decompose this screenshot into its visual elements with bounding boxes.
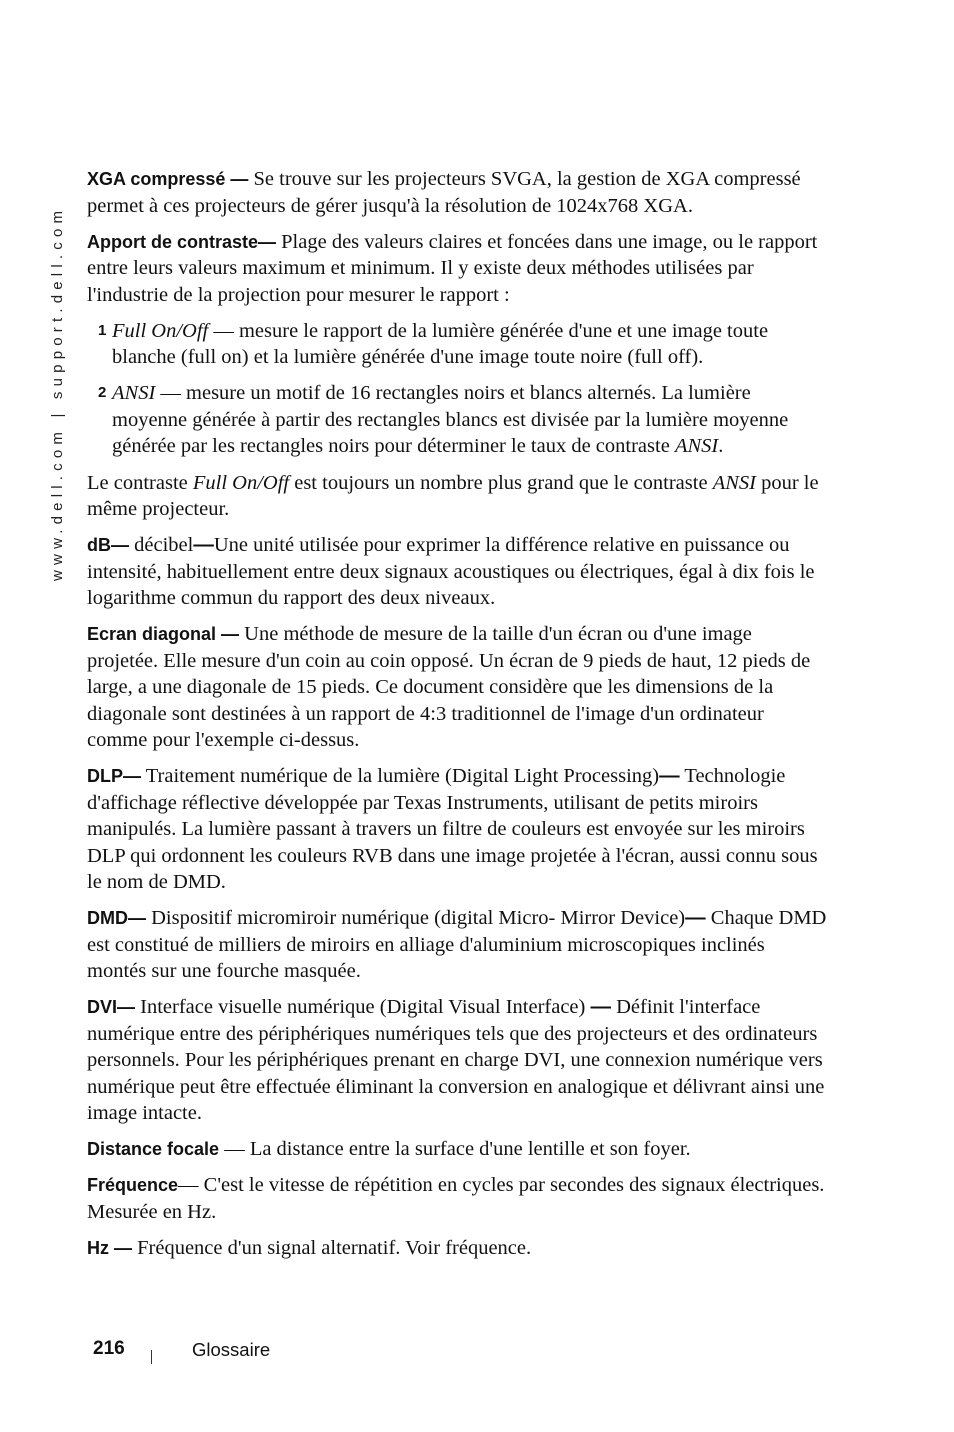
entry-dvi: [87, 994, 827, 1127]
list-item: [87, 318, 827, 371]
term-label: DVI—: [87, 997, 136, 1017]
entry-hz: [87, 1235, 827, 1262]
definition-dash: —: [659, 764, 680, 787]
definition-text: Plage des valeurs claires et foncées dans une image, ou le rapport entre leurs valeurs maximum et minimum. Il y existe deux méthodes utilisées par l'industrie de la projection pour mesurer le rapport :: [87, 230, 818, 306]
footer-divider: [151, 1350, 152, 1364]
term-label: Hz —: [87, 1237, 132, 1258]
list-item: [87, 380, 827, 460]
term-label: DMD—: [87, 908, 146, 928]
definition-text: Une unité utilisée pour exprimer la différence relative en puissance ou intensité, habituellement entre deux signaux acoustiques ou électriques, égal à dix fois le logarithme commun du rapport des deux niveaux.: [87, 534, 815, 609]
section-name: Glossaire: [192, 1339, 271, 1360]
definition-text: Dispositif micromiroir numérique (digital Micro- Mirror Device): [146, 907, 686, 929]
note-italic: Full On/Off: [192, 471, 290, 494]
definition-text: décibel: [129, 534, 194, 556]
definition-text: Une méthode de mesure de la taille d'un écran ou d'une image projetée. Elle mesure d'un coin au coin opposé. Un écran de 9 pieds de haut, 12 pieds de large, a une diagonale de 15 pieds. Ce document considère que les dimensions de la diagonale sont destinées à un rapport de 4:3 traditionnel de l'image d'un ordinateur comme pour l'exemple ci-dessus.: [87, 623, 811, 751]
term-label: Distance focale: [87, 1139, 220, 1159]
definition-text: Interface visuelle numérique (Digital Visual Interface): [135, 996, 591, 1018]
page-number: 216: [93, 1338, 125, 1359]
entry-apport-de-contraste: [87, 229, 827, 309]
term-label: Fréquence: [87, 1175, 179, 1195]
definition-dash: —: [590, 995, 611, 1018]
definition-text: Traitement numérique de la lumière (Digital Light Processing): [141, 765, 660, 787]
definition-text: — C'est le vitesse de répétition en cycles par secondes des signaux électriques. Mesurée en Hz.: [87, 1174, 825, 1223]
method-text: — mesure un motif de 16 rectangles noirs et blancs alternés. La lumière moyenne générée à partir des rectangles blancs est divisée par la lumière moyenne générée par les rectangles noirs pour déterminer le taux de contraste: [112, 382, 789, 457]
definition-text: Se trouve sur les projecteurs SVGA, la gestion de XGA compressé permet à ces projecteurs de gérer jusqu'à la résolution de 1024x768 XGA.: [87, 168, 801, 217]
definition-dash: —: [193, 533, 214, 556]
note-text: Le contraste: [87, 471, 193, 494]
entry-ecran-diagonal: [87, 621, 827, 754]
term-label: XGA compressé —: [87, 169, 249, 189]
list-item-number: 2: [98, 384, 107, 401]
term-label: dB—: [87, 535, 129, 555]
method-text-end: .: [718, 435, 724, 457]
term-label: Apport de contraste—: [87, 231, 277, 252]
definition-text: Technologie d'affichage réflective développée par Texas Instruments, utilisant de petits miroirs manipulés. La lumière passant à travers un filtre de couleurs est envoyée sur les miroirs DLP qui ordonnent les couleurs RVB dans une image projetée à l'écran, aussi connu sous le nom de DMD.: [87, 765, 818, 893]
definition-text: Fréquence d'un signal alternatif. Voir fréquence.: [132, 1236, 532, 1259]
definition-dash: —: [685, 906, 706, 929]
method-text: — mesure le rapport de la lumière générée d'une et une image toute blanche (full on) et la lumière générée d'une image toute noire (full off).: [112, 319, 769, 368]
entry-frequence: [87, 1172, 827, 1225]
method-name: ANSI: [112, 382, 156, 404]
note-text: pour le même projecteur.: [87, 471, 819, 520]
method-text-italic: ANSI: [674, 435, 719, 457]
entry-dmd: [87, 905, 827, 985]
entry-dlp: [87, 763, 827, 896]
sidebar-url: www.dell.com | support.dell.com: [49, 205, 66, 581]
entry-db: [87, 532, 827, 612]
term-label: Ecran diagonal —: [87, 624, 240, 644]
contrast-note: [87, 470, 827, 523]
list-item-number: 1: [98, 321, 107, 339]
contrast-methods-list: [87, 318, 827, 460]
glossary-content: [87, 166, 827, 1271]
method-name: Full On/Off: [112, 319, 209, 342]
note-text: est toujours un nombre plus grand que le contraste: [289, 471, 713, 494]
term-label: DLP—: [87, 766, 141, 786]
page-footer: [0, 1338, 954, 1368]
note-italic: ANSI: [712, 471, 756, 494]
definition-text: Définit l'interface numérique entre des périphériques numériques tels que des projecteurs et des ordinateurs personnels. Pour les périphériques prenant en charge DVI, une connexion numérique vers numérique peut être effectuée éliminant la conversion en analogique et délivrant ainsi une image intacte.: [87, 996, 825, 1124]
definition-text: Chaque DMD est constitué de milliers de miroirs en alliage d'aluminium microscopiques inclinés montés sur une fourche masquée.: [87, 907, 827, 982]
entry-distance-focale: [87, 1136, 827, 1163]
entry-xga-compresse: [87, 166, 827, 219]
definition-text: — La distance entre la surface d'une lentille et son foyer.: [219, 1138, 691, 1160]
